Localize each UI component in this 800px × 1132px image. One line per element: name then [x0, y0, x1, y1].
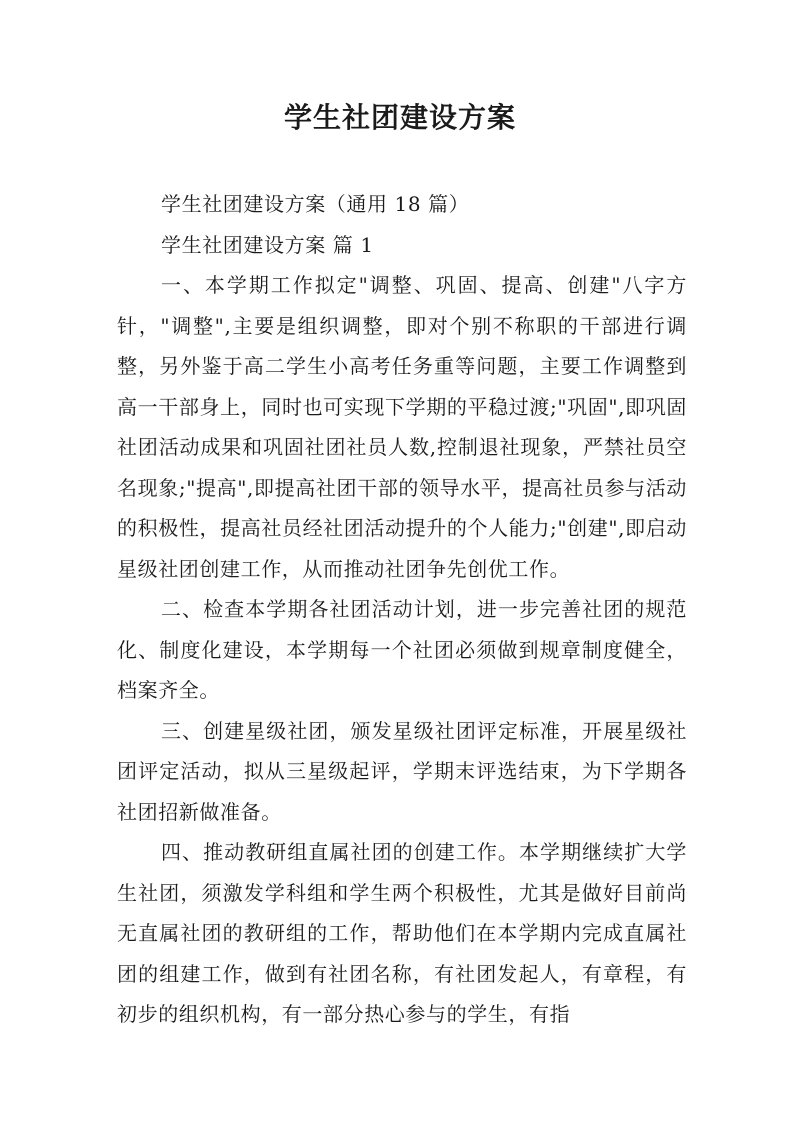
paragraph-1: 一、本学期工作拟定"调整、巩固、提高、创建"八字方针，"调整",主要是组织调整，即对个别不称职的干部进行调整，另外鉴于高二学生小高考任务重等问题，主要工作调整到高一干部身上，同时也可实现下学期的平稳过渡;"巩固",即巩固社团活动成果和巩固社团社员人数,控制退社现象，严禁社员空名现象;"提高",即提高社团干部的领导水平，提高社员参与活动的积极性，提高社员经社团活动提升的个人能力;"创建",即启动星级社团创建工作，从而推动社团争先创优工作。	[117, 273, 687, 581]
paragraph-2: 二、检查本学期各社团活动计划，进一步完善社团的规范化、制度化建设，本学期每一个社团必须做到规章制度健全，档案齐全。	[117, 597, 687, 702]
paragraph-3: 三、创建星级社团，颁发星级社团评定标准，开展星级社团评定活动，拟从三星级起评，学期末评选结束，为下学期各社团招新做准备。	[117, 718, 687, 824]
paragraph-4: 四、推动教研组直属社团的创建工作。本学期继续扩大学生社团，须激发学科组和学生两个积极性，尤其是做好目前尚无直属社团的教研组的工作，帮助他们在本学期内完成直属社团的组建工作，做到有社团名称，有社团发起人，有章程，有初步的组织机构，有一部分热心参与的学生，有指	[117, 840, 687, 1026]
section-heading: 学生社团建设方案 篇 1	[161, 232, 374, 257]
document-body	[117, 184, 687, 1035]
document-subtitle: 学生社团建设方案（通用 18 篇）	[161, 192, 470, 216]
document-title: 学生社团建设方案	[283, 101, 516, 134]
